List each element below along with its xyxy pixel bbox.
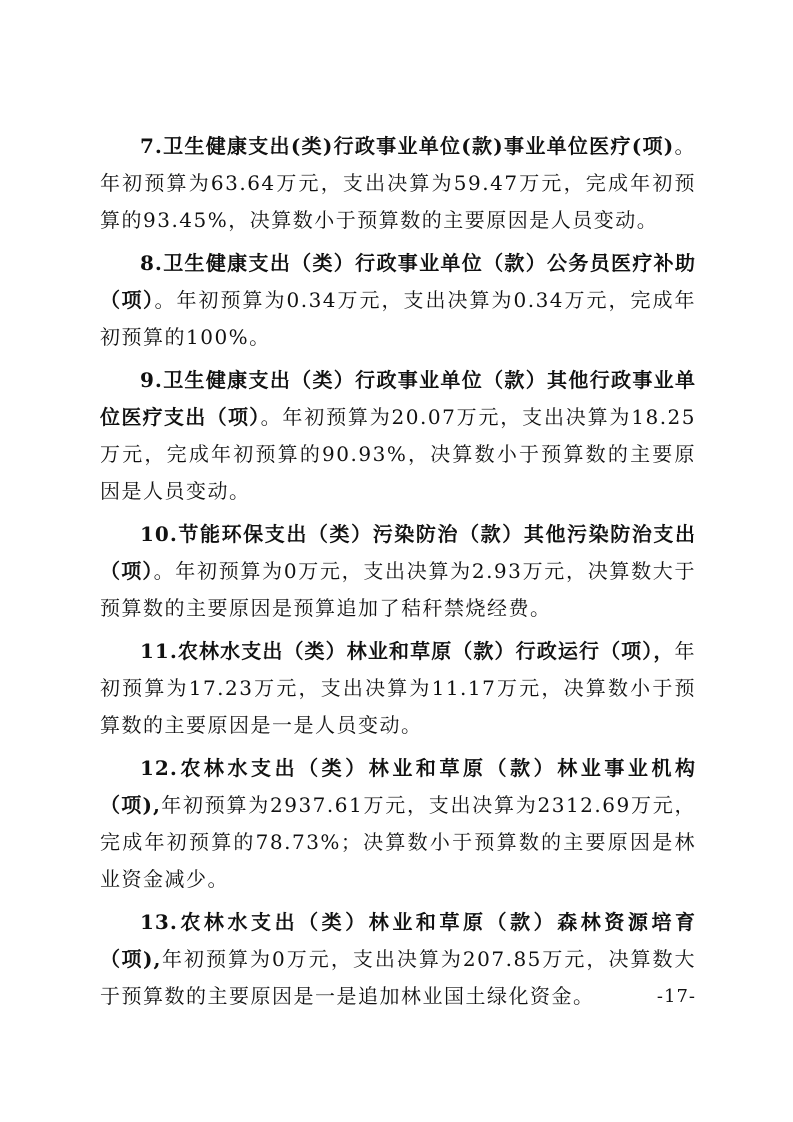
paragraph-item-9 (100, 362, 696, 510)
paragraph-text: 年初预算为17.23万元，支出决算为11.17万元，决算数小于预算数的主要原因是一是人员变动。 (100, 639, 696, 737)
paragraph-heading: 13.农林水支出（类）林业和草原（款）森林资源培育（项), (100, 910, 696, 971)
paragraph-item-8 (100, 245, 696, 356)
paragraph-item-7 (100, 128, 696, 239)
paragraph-text: 。年初预算为20.07万元，支出决算为18.25万元，完成年初预算的90.93%，决算数小于预算数的主要原因是人员变动。 (100, 405, 697, 503)
paragraph-item-13 (100, 904, 696, 1015)
paragraph-item-10 (100, 516, 696, 627)
paragraph-text: 年初预算为2937.61万元，支出决算为2312.69万元，完成年初预算的78.73%；决算数小于预算数的主要原因是林业资金减少。 (100, 793, 696, 891)
page-number: -17- (656, 986, 696, 1007)
paragraph-item-11 (100, 633, 696, 744)
paragraph-item-12 (100, 750, 696, 898)
paragraph-text: 。年初预算为0.34万元，支出决算为0.34万元，完成年初预算的100%。 (100, 288, 697, 349)
document-body (100, 128, 696, 1021)
paragraph-heading: 9.卫生健康支出（类）行政事业单位（款）其他行政事业单位医疗支出（项） (100, 368, 696, 429)
paragraph-heading: 10.节能环保支出（类）污染防治（款）其他污染防治支出（项） (100, 522, 696, 583)
paragraph-heading: 12.农林水支出（类）林业和草原（款）林业事业机构（项), (100, 756, 696, 817)
paragraph-text: 。年初预算为0万元，支出决算为2.93万元，决算数大于预算数的主要原因是预算追加了秸秆禁烧经费。 (100, 559, 696, 620)
paragraph-heading: 11.农林水支出（类）林业和草原（款）行政运行（项）， (140, 639, 675, 663)
paragraph-heading: 8.卫生健康支出（类）行政事业单位（款）公务员医疗补助（项） (100, 251, 696, 312)
paragraph-text: 。年初预算为63.64万元，支出决算为59.47万元，完成年初预算的93.45%，决算数小于预算数的主要原因是人员变动。 (100, 134, 697, 232)
paragraph-text: 年初预算为0万元，支出决算为207.85万元，决算数大于预算数的主要原因是一是追加林业国土绿化资金。 (100, 947, 696, 1008)
paragraph-heading: 7.卫生健康支出(类)行政事业单位(款)事业单位医疗(项) (140, 134, 675, 158)
